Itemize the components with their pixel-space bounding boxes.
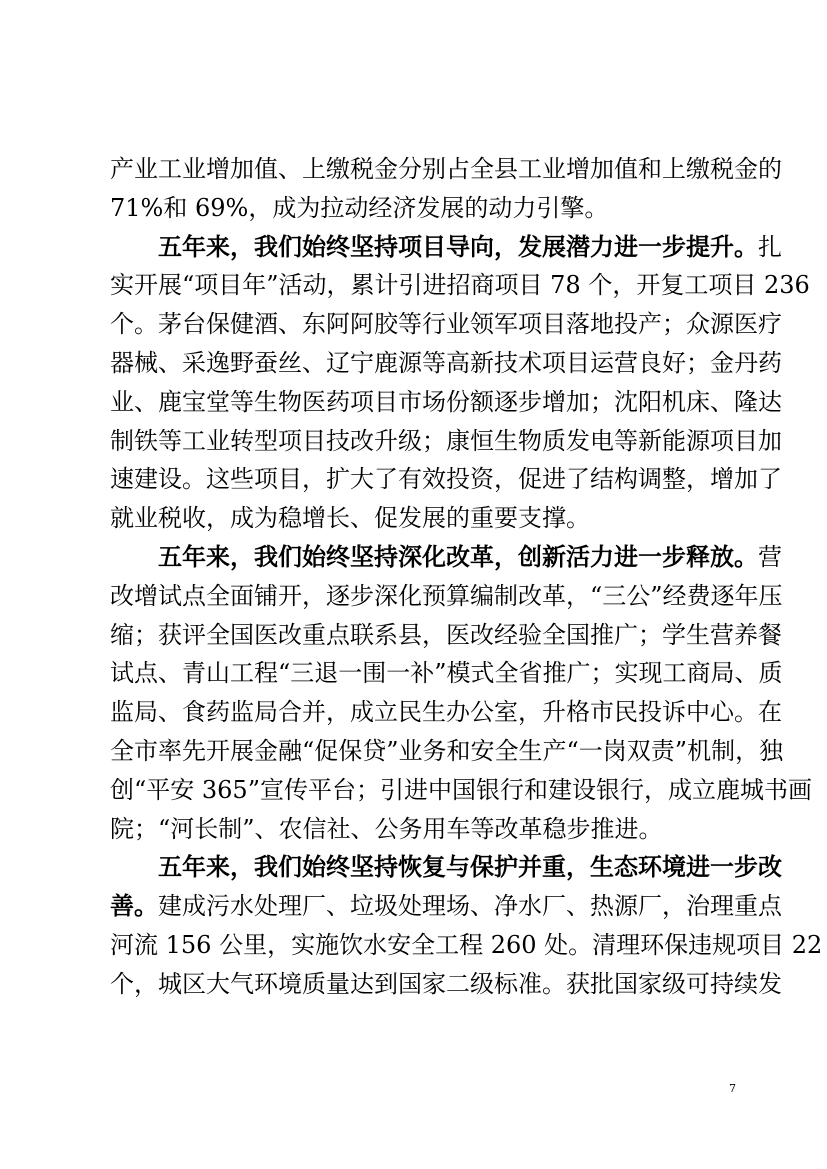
text-line <box>110 499 735 538</box>
bold-lead-text: 五年来，我们始终坚持深化改革，创新活力进一步释放。 <box>158 541 758 571</box>
line-text: 实开展“项目年”活动，累计引进招商项目 78 个，开复工项目 236 <box>110 271 810 300</box>
line-text: 全市率先开展金融“促保贷”业务和安全生产“一岗双责”机制，独 <box>110 736 784 765</box>
line-text: 改增试点全面铺开，逐步深化预算编制改革，“三公”经费逐年压 <box>110 581 783 610</box>
text-line <box>110 344 782 383</box>
line-text: 业、鹿宝堂等生物医药项目市场份额逐步增加；沈阳机床、隆达 <box>110 387 782 416</box>
text-line <box>110 150 782 189</box>
line-text: 建成污水处理厂、垃圾处理场、净水厂、热源厂，治理重点 <box>158 892 782 921</box>
line-text: 营 <box>758 542 782 571</box>
text-line <box>110 228 782 267</box>
text-line <box>110 616 782 655</box>
line-text: 就业税收，成为稳增长、促发展的重要支撑。 <box>110 504 590 533</box>
line-text: 扎 <box>758 232 782 261</box>
text-line <box>110 538 782 577</box>
line-text: 制铁等工业转型项目技改升级；康恒生物质发电等新能源项目加 <box>110 426 782 455</box>
line-text: 创“平安 365”宣传平台；引进中国银行和建设银行，成立鹿城书画 <box>110 775 812 804</box>
bold-lead-text: 五年来，我们始终坚持项目导向，发展潜力进一步提升。 <box>158 231 758 261</box>
text-line <box>110 926 823 965</box>
line-text: 试点、青山工程“三退一围一补”模式全省推广；实现工商局、质 <box>110 659 783 688</box>
line-text: 个。茅台保健酒、东阿阿胶等行业领军项目落地投产；众源医疗 <box>110 310 782 339</box>
text-line <box>110 577 783 616</box>
text-line <box>110 693 782 732</box>
text-line <box>110 654 783 693</box>
line-text: 速建设。这些项目，扩大了有效投资，促进了结构调整，增加了 <box>110 465 782 494</box>
bold-lead-text: 五年来，我们始终坚持恢复与保护并重，生态环境进一步改 <box>158 852 782 882</box>
line-text: 监局、食药监局合并，成立民生办公室，升格市民投诉中心。在 <box>110 698 782 727</box>
line-text: 个，城区大气环境质量达到国家二级标准。获批国家级可持续发 <box>110 969 782 998</box>
text-line <box>110 383 782 422</box>
line-text: 院；“河长制”、农信社、公务用车等改革稳步推进。 <box>110 814 663 843</box>
line-text: 缩；获评全国医改重点联系县，医改经验全国推广；学生营养餐 <box>110 620 782 649</box>
text-line <box>110 965 782 1004</box>
text-line <box>110 887 782 926</box>
text-line <box>110 848 782 887</box>
text-line <box>110 732 784 771</box>
text-line <box>110 422 782 461</box>
text-line <box>110 771 812 810</box>
bold-lead-text: 善。 <box>110 891 158 921</box>
line-text: 河流 156 公里，实施饮水安全工程 260 处。清理环保违规项目 22 <box>110 930 823 959</box>
text-line <box>110 460 782 499</box>
body-text <box>110 150 823 1004</box>
line-text: 器械、采逸野蚕丝、辽宁鹿源等高新技术项目运营良好；金丹药 <box>110 348 782 377</box>
line-text: 产业工业增加值、上缴税金分别占全县工业增加值和上缴税金的 <box>110 155 782 183</box>
text-line <box>110 810 735 849</box>
line-text: 71%和 69%，成为拉动经济发展的动力引擎。 <box>110 193 609 222</box>
text-line <box>110 305 782 344</box>
text-line <box>110 189 735 228</box>
page-number: 7 <box>729 1082 736 1095</box>
text-line <box>110 266 810 305</box>
